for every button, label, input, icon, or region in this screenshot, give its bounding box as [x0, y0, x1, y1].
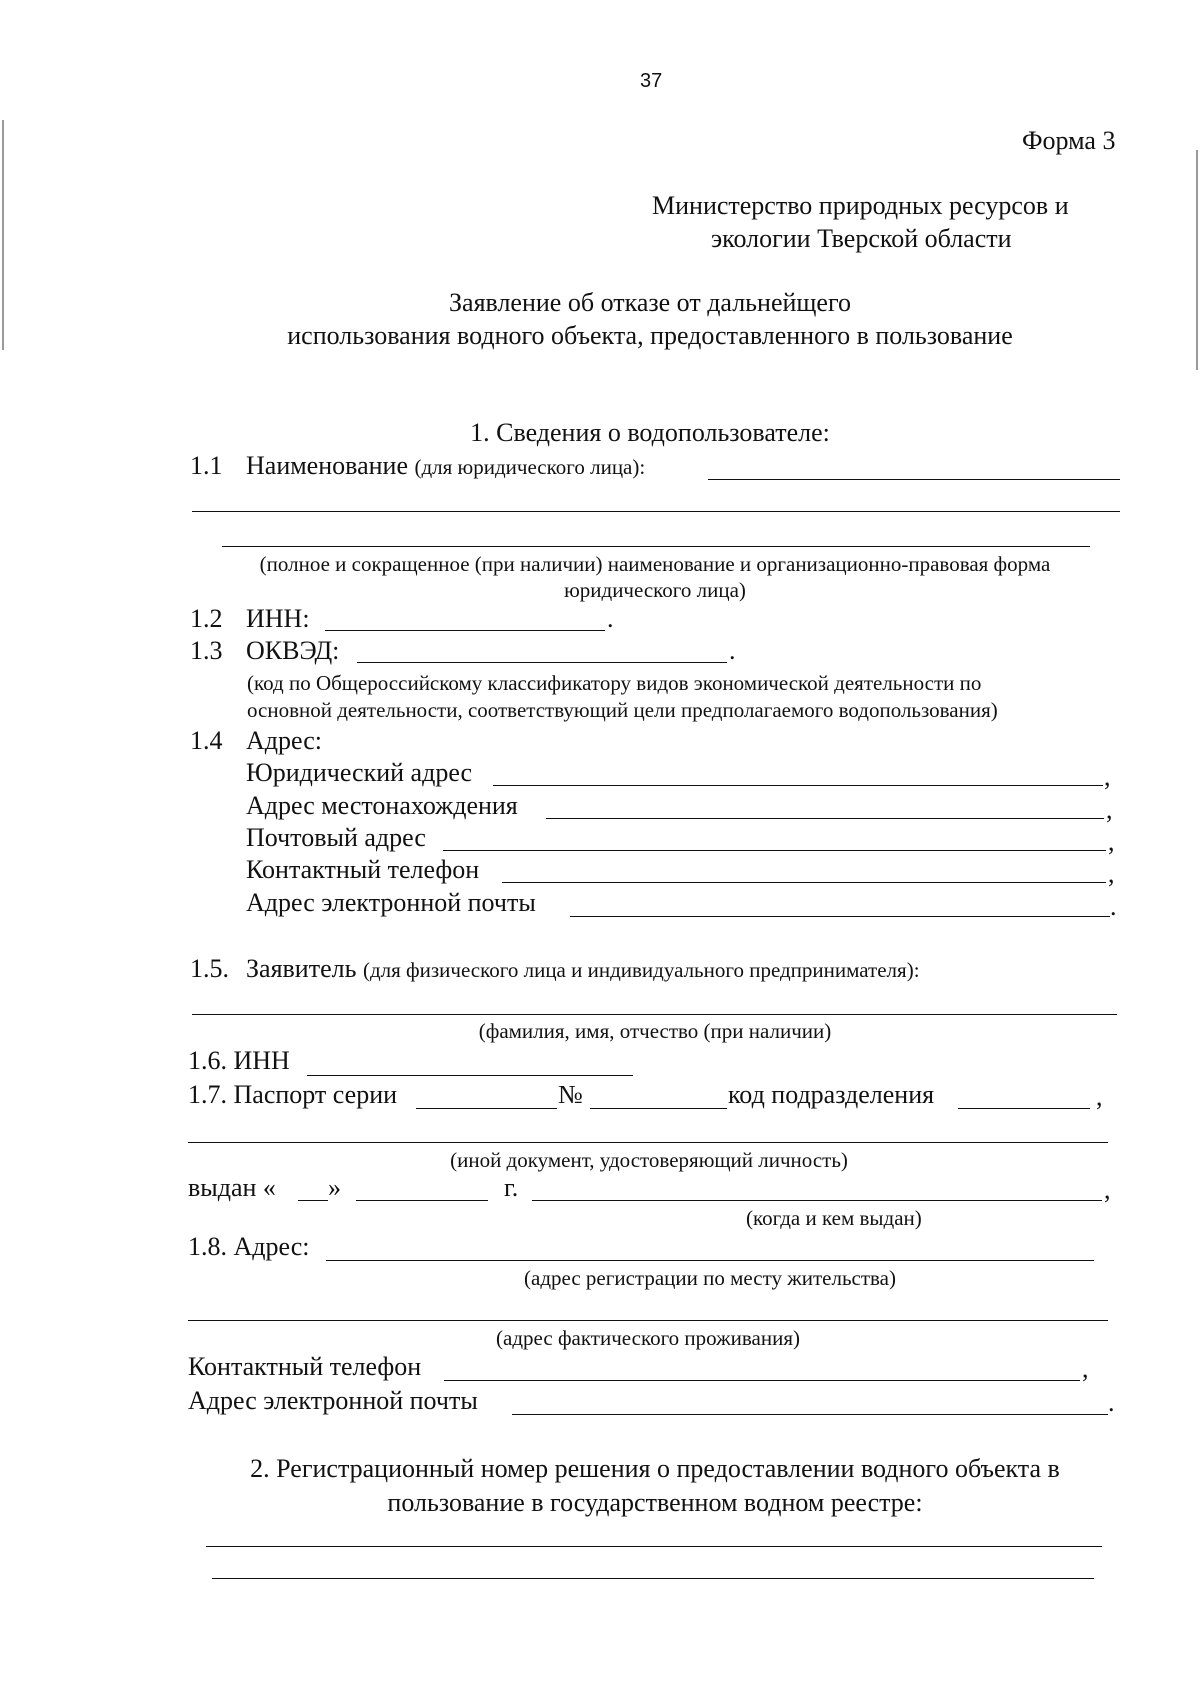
item-1-4-num: 1.4 — [190, 726, 223, 755]
section2-heading-line-2: пользование в государственном водном реестре: — [387, 1488, 923, 1517]
issued-open: выдан « — [188, 1173, 276, 1202]
passport-series-field[interactable] — [416, 1108, 557, 1109]
okved-field[interactable] — [357, 662, 727, 663]
passport-number-sign: № — [558, 1080, 583, 1109]
item-1-2-end: . — [607, 604, 614, 633]
inn-field[interactable] — [325, 630, 605, 631]
legal-phone-label: Контактный телефон — [246, 855, 480, 884]
section1-heading: 1. Сведения о водопользователе: — [470, 418, 830, 447]
name-field-line-2[interactable] — [192, 511, 1120, 512]
item-1-5-label: Заявитель — [246, 954, 357, 983]
postal-address-field[interactable] — [443, 850, 1106, 851]
item-1-2 — [190, 604, 310, 634]
item-1-3-end: . — [729, 636, 736, 665]
okved-caption-line-2: основной деятельности, соответствующий цели предполагаемого водопользования) — [247, 698, 998, 722]
item-1-1 — [190, 451, 645, 481]
location-address-label: Адрес местонахождения — [246, 791, 518, 820]
issued-by-field[interactable] — [532, 1200, 1102, 1201]
item-1-4 — [190, 726, 322, 756]
name-caption-line-2: юридического лица) — [564, 578, 746, 602]
passport-end: , — [1096, 1082, 1103, 1111]
registry-number-field-1[interactable] — [206, 1546, 1102, 1547]
registration-caption: (адрес регистрации по месту жительства) — [524, 1266, 896, 1290]
contact-phone-end: , — [1082, 1354, 1089, 1383]
item-1-1-label: Наименование — [246, 451, 408, 480]
contact-email-end: . — [1108, 1388, 1115, 1417]
item-1-3-num: 1.3 — [190, 636, 223, 665]
document-title-line-1: Заявление об отказе от дальнейщего — [449, 288, 851, 317]
actual-address-field[interactable] — [188, 1320, 1108, 1321]
issued-day-field[interactable] — [298, 1200, 328, 1201]
issued-caption: (когда и кем выдан) — [746, 1206, 922, 1230]
legal-address-end: , — [1104, 762, 1111, 791]
registration-address-field[interactable] — [326, 1260, 1094, 1261]
authority-line-2: экологии Тверской области — [711, 224, 1012, 253]
form-label: Форма 3 — [1022, 126, 1116, 155]
item-1-8-label: 1.8. Адрес: — [188, 1232, 310, 1261]
location-address-field[interactable] — [546, 818, 1104, 819]
issued-month-field[interactable] — [356, 1200, 488, 1201]
item-1-6-label: 1.6. ИНН — [188, 1046, 290, 1075]
section2-heading-line-1: 2. Регистрационный номер решения о предоставлении водного объекта в — [250, 1454, 1060, 1483]
actual-address-caption: (адрес фактического проживания) — [496, 1326, 800, 1350]
passport-number-field[interactable] — [590, 1108, 727, 1109]
contact-phone-field[interactable] — [444, 1380, 1080, 1381]
division-code-field[interactable] — [958, 1108, 1090, 1109]
name-field-line-1[interactable] — [708, 479, 1120, 480]
applicant-fio-field[interactable] — [192, 1014, 1117, 1015]
legal-phone-field[interactable] — [502, 882, 1106, 883]
item-1-3-label: ОКВЭД: — [246, 636, 340, 665]
fio-caption: (фамилия, имя, отчество (при наличии) — [478, 1019, 832, 1043]
legal-email-field[interactable] — [570, 916, 1110, 917]
postal-address-label: Почтовый адрес — [246, 823, 426, 852]
item-1-2-label: ИНН: — [246, 604, 310, 633]
item-1-3 — [190, 636, 339, 666]
issued-year-label: г. — [504, 1173, 519, 1202]
authority-line-1: Министерство природных ресурсов и — [652, 191, 1069, 220]
issued-close-quote: » — [328, 1173, 341, 1202]
item-1-2-num: 1.2 — [190, 604, 223, 633]
page-number: 37 — [640, 70, 663, 92]
legal-address-label: Юридический адрес — [246, 758, 473, 787]
legal-email-label: Адрес электронной почты — [246, 888, 536, 917]
legal-email-end: . — [1110, 892, 1117, 921]
applicant-inn-field[interactable] — [307, 1075, 633, 1076]
contact-email-label: Адрес электронной почты — [188, 1386, 478, 1415]
issued-end: , — [1104, 1175, 1111, 1204]
legal-address-field[interactable] — [493, 785, 1103, 786]
name-field-line-3[interactable] — [222, 546, 1090, 547]
item-1-5-num: 1.5. — [190, 954, 229, 983]
item-1-5 — [190, 954, 920, 984]
other-document-caption: (иной документ, удостоверяющий личность) — [450, 1148, 848, 1172]
legal-phone-end: , — [1108, 859, 1115, 888]
division-code-label: код подразделения — [728, 1080, 935, 1109]
other-document-field[interactable] — [188, 1142, 1108, 1143]
item-1-1-num: 1.1 — [190, 451, 223, 480]
postal-address-end: , — [1108, 827, 1115, 856]
passport-label: 1.7. Паспорт серии — [188, 1080, 398, 1109]
okved-caption-line-1: (код по Общероссийскому классификатору видов экономической деятельности по — [247, 671, 982, 695]
item-1-4-label: Адрес: — [246, 726, 322, 755]
contact-email-field[interactable] — [512, 1414, 1108, 1415]
item-1-1-note: (для юридического лица): — [414, 455, 646, 479]
item-1-5-note: (для физического лица и индивидуального предпринимателя): — [362, 958, 920, 982]
location-address-end: , — [1106, 795, 1113, 824]
name-caption-line-1: (полное и сокращенное (при наличии) наименование и организационно-правовая форма — [259, 552, 1051, 576]
document-title-line-2: использования водного объекта, предоставленного в пользование — [287, 321, 1013, 350]
registry-number-field-2[interactable] — [212, 1578, 1094, 1579]
contact-phone-label: Контактный телефон — [188, 1352, 422, 1381]
